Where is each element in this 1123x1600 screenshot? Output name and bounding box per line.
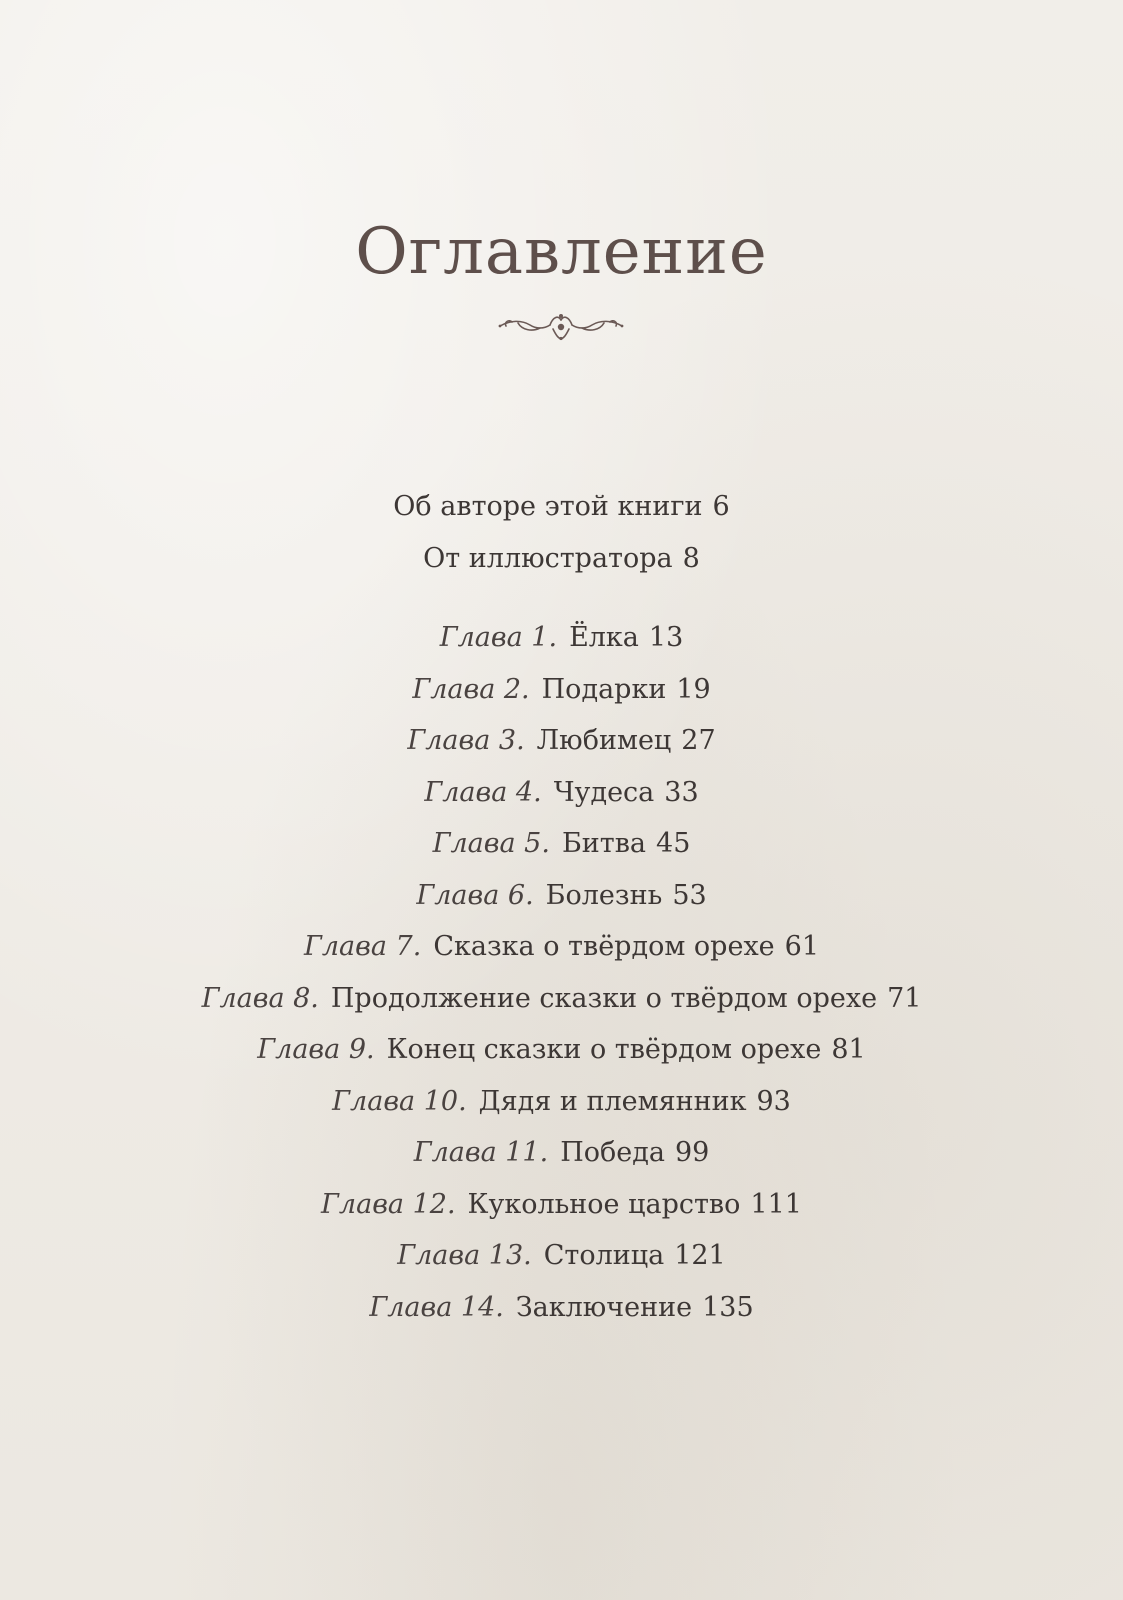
toc-entry-from-illustrator[interactable] [0, 537, 1123, 589]
chapter-page: 121 [674, 1240, 726, 1271]
chapter-page: 33 [664, 776, 699, 808]
toc-entry-chapter-12[interactable] [0, 1183, 1123, 1235]
chapter-label: Глава 14. [369, 1291, 504, 1323]
toc-entry-chapter-9[interactable] [0, 1028, 1123, 1080]
chapter-label: Глава 1. [439, 622, 558, 653]
chapter-title: Дядя и племянник [478, 1085, 747, 1117]
chapter-title: Подарки [541, 673, 667, 705]
toc-entry-page: 8 [682, 542, 700, 574]
chapter-title: Кукольное царство [467, 1188, 741, 1220]
toc-entry-page: 6 [712, 491, 730, 522]
chapter-label: Глава 2. [412, 673, 530, 705]
chapter-label: Глава 13. [397, 1240, 532, 1271]
toc-entry-chapter-11[interactable] [0, 1131, 1123, 1183]
chapter-label: Глава 4. [424, 776, 542, 808]
chapter-page: 27 [681, 725, 716, 756]
chapter-page: 19 [676, 673, 711, 705]
toc-entry-chapter-10[interactable] [0, 1080, 1123, 1132]
chapter-title: Болезнь [545, 879, 663, 911]
chapter-page: 135 [702, 1291, 754, 1323]
chapter-page: 71 [887, 982, 922, 1014]
chapter-page: 81 [831, 1034, 866, 1065]
chapter-list [0, 616, 1123, 1337]
chapter-label: Глава 3. [407, 725, 525, 756]
front-matter-list [0, 485, 1123, 588]
chapter-page: 53 [672, 879, 707, 911]
chapter-label: Глава 11. [413, 1137, 549, 1168]
chapter-label: Глава 5. [432, 828, 550, 859]
toc-entry-title: Об авторе этой книги [393, 491, 703, 522]
chapter-page: 93 [756, 1085, 791, 1117]
chapter-label: Глава 8. [201, 982, 319, 1014]
chapter-label: Глава 12. [321, 1188, 456, 1220]
chapter-title: Сказка о твёрдом орехе [433, 931, 775, 962]
chapter-page: 111 [750, 1188, 802, 1220]
chapter-title: Битва [561, 828, 647, 859]
page-title: Оглавление [355, 215, 768, 289]
toc-entry-chapter-5[interactable] [0, 822, 1123, 874]
chapter-label: Глава 7. [303, 931, 422, 962]
chapter-label: Глава 6. [416, 879, 534, 911]
chapter-page: 13 [648, 622, 684, 653]
chapter-label: Глава 10. [332, 1085, 467, 1117]
chapter-page: 61 [784, 931, 820, 962]
toc-entry-chapter-2[interactable] [0, 668, 1123, 720]
chapter-title: Чудеса [553, 776, 655, 808]
chapter-title: Конец сказки о твёрдом орехе [386, 1034, 822, 1065]
toc-entry-chapter-8[interactable] [0, 977, 1123, 1029]
chapter-label: Глава 9. [257, 1034, 375, 1065]
chapter-page: 99 [674, 1137, 710, 1168]
chapter-page: 45 [656, 828, 691, 859]
chapter-title: Столица [543, 1240, 665, 1271]
toc-entry-chapter-1[interactable] [0, 616, 1123, 668]
toc-entry-about-author[interactable] [0, 485, 1123, 537]
toc-entry-chapter-4[interactable] [0, 771, 1123, 823]
chapter-title: Победа [560, 1137, 665, 1168]
chapter-title: Ёлка [569, 622, 639, 653]
toc-entry-chapter-6[interactable] [0, 874, 1123, 926]
chapter-title: Заключение [515, 1291, 693, 1323]
chapter-title: Продолжение сказки о твёрдом орехе [330, 982, 878, 1014]
toc-entry-chapter-13[interactable] [0, 1234, 1123, 1286]
chapter-title: Любимец [536, 725, 672, 756]
flourish-ornament-icon [496, 308, 626, 344]
toc-entry-chapter-3[interactable] [0, 719, 1123, 771]
toc-entry-chapter-14[interactable] [0, 1286, 1123, 1338]
toc-entry-chapter-7[interactable] [0, 925, 1123, 977]
toc-entry-title: От иллюстратора [423, 542, 673, 574]
